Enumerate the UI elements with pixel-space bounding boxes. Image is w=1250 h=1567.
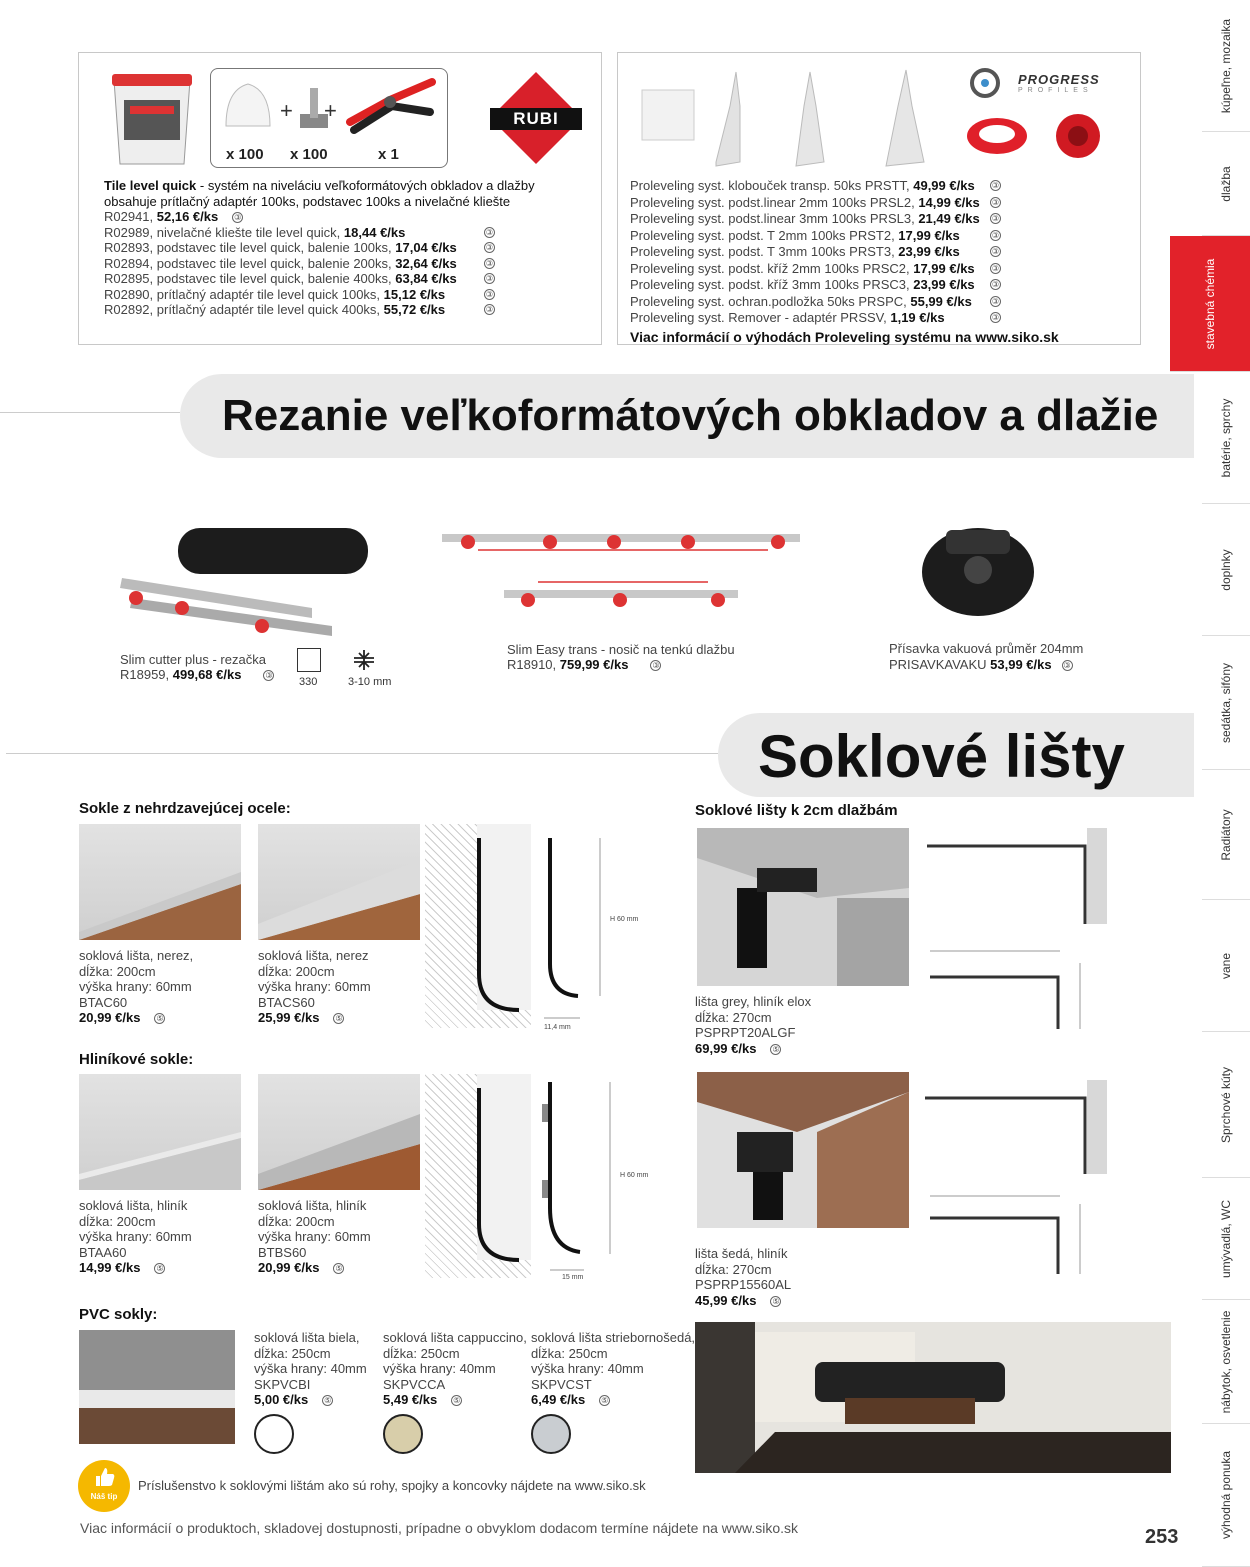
sidebar-item-sedátka[interactable]	[1202, 636, 1250, 770]
progress-item-text: Proleveling syst. podst. kříž 3mm 100ks PRSC3,	[630, 277, 914, 292]
delivery-badge: ③	[485, 243, 494, 252]
pvc-item-price-row	[383, 1392, 527, 1408]
aluminium-item-price: 14,99 €/ks	[79, 1260, 141, 1275]
progress-item-row	[630, 194, 1000, 212]
tile2cm-item-code: PSPRP15560AL	[695, 1277, 792, 1292]
delivery-badge: ③	[485, 305, 494, 314]
sidebar-item-batérie[interactable]	[1202, 372, 1250, 504]
progress-item-price: 21,49 €/ks	[918, 211, 980, 226]
skirting-banner-title: Soklové lišty	[758, 723, 1125, 790]
tile2cm-profile-drawing-2	[925, 1080, 1107, 1174]
rubi-desc-line	[104, 178, 535, 194]
tile2cm-item-2	[695, 1246, 791, 1308]
pvc-item-2	[383, 1330, 527, 1408]
pvc-item-spec: dĺžka: 250cm	[383, 1345, 460, 1361]
progress-item-row	[630, 310, 1000, 327]
sidebar-item-label: sedátka, sifóny	[1219, 662, 1233, 743]
tile2cm-dimension-drawing-1	[930, 945, 1110, 1035]
delivery-badge: ③	[991, 230, 1000, 240]
pvc-item-price: 5,49 €/ks	[383, 1392, 438, 1407]
tile2cm-profile-drawing-1	[927, 828, 1107, 924]
suction-cup-name: Přísavka vakuová průměr 204mm	[889, 641, 1084, 656]
aluminium-item-spec: dĺžka: 200cm	[258, 1213, 335, 1229]
rubi-item-price: 52,16 €/ks	[156, 209, 219, 224]
progress-item-text: Proleveling syst. podst.linear 3mm 100ks PRSL3,	[630, 211, 919, 226]
slim-easy-trans-delivery-badge: ③	[652, 661, 660, 670]
tip-text: Príslušenstvo k soklovými lištám ako sú rohy, spojky a koncovky nájdete na www.siko.sk	[138, 1478, 646, 1493]
delivery-badge: ③	[991, 313, 1000, 322]
slim-easy-trans-name: Slim Easy trans - nosič na tenkú dlažbu	[507, 642, 735, 657]
tile2cm-item-price: 69,99 €/ks	[695, 1040, 757, 1056]
sidebar-item-výhodná-ponuka[interactable]	[1202, 1424, 1250, 1567]
pvc-item-3	[531, 1330, 695, 1408]
pvc-item-spec: soklová lišta cappuccino,	[383, 1330, 527, 1345]
tile2cm-item-spec: lišta šedá, hliník	[695, 1246, 788, 1261]
pvc-heading: PVC sokly:	[79, 1306, 158, 1323]
plus-icon: +	[280, 98, 293, 123]
tile-level-bucket-image	[106, 70, 198, 166]
stainless-item-spec: soklová lišta, nerez	[258, 948, 369, 963]
aluminium-width-dim: 15 mm	[562, 1274, 584, 1281]
progress-footer-note: Viac informácií o výhodách Proleveling systému na www.siko.sk	[630, 329, 1059, 345]
tile2cm-item-code: PSPRPT20ALGF	[695, 1025, 796, 1040]
suction-cup-price: 53,99 €/ks	[990, 657, 1052, 672]
progress-item-price: 23,99 €/ks	[898, 244, 960, 259]
sidebar-item-label: stavebná chémia	[1203, 258, 1217, 349]
aluminium-skirting-photo-2	[258, 1074, 420, 1190]
progress-item-price: 23,99 €/ks	[913, 277, 975, 292]
delivery-badge: ⑤	[324, 1396, 332, 1405]
stainless-item-1	[79, 948, 193, 1026]
plus-icon: +	[324, 98, 337, 123]
progress-item-price: 1,19 €/ks	[890, 310, 945, 325]
rubi-product-name: Tile level quick	[104, 178, 197, 193]
tile2cm-item-price-row	[695, 1041, 811, 1057]
suction-cup-code: PRISAVKAVAKU	[889, 657, 991, 672]
slim-cutter-image	[112, 518, 374, 642]
rubi-item-price: 18,44 €/ks	[343, 224, 406, 240]
progress-product-list	[630, 178, 1000, 327]
aluminium-item-price: 20,99 €/ks	[258, 1260, 320, 1275]
stainless-heading: Sokle z nehrdzavejúcej ocele:	[79, 800, 291, 817]
stainless-skirting-photo-2	[258, 824, 420, 940]
rubi-item-text: R02941,	[104, 209, 157, 224]
delivery-badge: ③	[991, 181, 1000, 190]
pvc-item-price: 5,00 €/ks	[254, 1392, 309, 1407]
page-number: 253	[1145, 1526, 1179, 1548]
sidebar-item-label: dlažba	[1219, 165, 1233, 202]
sidebar-item-sprchové-kúty[interactable]	[1202, 1032, 1250, 1178]
suction-cup-price-row	[889, 657, 1073, 673]
pvc-item-spec: dĺžka: 250cm	[531, 1345, 608, 1361]
progress-item-price: 55,99 €/ks	[910, 293, 972, 309]
tip-badge-label: Náš tip	[90, 1492, 118, 1501]
stainless-item-price-row	[258, 1010, 371, 1026]
pvc-item-spec: výška hrany: 40mm	[383, 1361, 496, 1376]
living-room-photo	[695, 1322, 1171, 1473]
rubi-logo-text: RUBI	[513, 109, 559, 128]
sidebar-item-label: nábytok, osvetlenie	[1219, 1310, 1233, 1413]
slim-cutter-delivery-badge: ③	[265, 671, 273, 680]
rubi-item-text: R02894, podstavec tile level quick, balenie 200ks,	[104, 255, 396, 271]
footer-text: Viac informácií o produktoch, skladovej dostupnosti, prípadne o obvyklom dodacom termíne nájdete na www.siko.sk	[80, 1520, 799, 1536]
pvc-color-swatch-white	[254, 1414, 294, 1454]
stainless-profile-drawing	[425, 824, 531, 1028]
cutting-length-value: 330	[299, 676, 318, 688]
rubi-desc-line	[104, 194, 535, 210]
slim-cutter-price-row	[120, 667, 274, 683]
tile2cm-photo-1	[697, 828, 909, 986]
progress-logo-text: PROGRESS	[1018, 72, 1100, 87]
delivery-badge: ⑤	[156, 1264, 164, 1273]
progress-item-text: Proleveling syst. podst.linear 2mm 100ks PRSL2,	[630, 194, 919, 210]
aluminium-item-spec: dĺžka: 200cm	[79, 1213, 156, 1229]
rubi-item-price: 17,04 €/ks	[395, 240, 457, 255]
delivery-badge: ③	[485, 274, 494, 283]
pvc-color-swatch-silver	[531, 1414, 571, 1454]
stainless-item-code: BTACS60	[258, 994, 315, 1010]
sidebar-item-radiátory[interactable]	[1202, 770, 1250, 900]
delivery-badge: ③	[485, 289, 494, 299]
pvc-item-spec: výška hrany: 40mm	[531, 1361, 644, 1376]
progress-item-price: 17,99 €/ks	[913, 260, 975, 276]
leveling-cap-icon	[220, 78, 276, 130]
slim-easy-trans-code: R18910,	[507, 657, 560, 672]
slim-cutter-price: 499,68 €/ks	[172, 667, 242, 682]
progress-item-row	[630, 260, 1000, 278]
progress-item-row	[630, 293, 1000, 311]
slim-easy-trans-image	[438, 520, 804, 624]
tile2cm-item-spec: dĺžka: 270cm	[695, 1261, 772, 1277]
delivery-badge: ⑤	[772, 1296, 780, 1306]
cutting-length-icon	[297, 648, 321, 672]
sidebar-item-kúpeľne[interactable]	[1202, 0, 1250, 132]
aluminium-item-price-row	[79, 1260, 192, 1276]
progress-item-text: Proleveling syst. ochran.podložka 50ks PRSPC,	[630, 293, 911, 309]
progress-item-price: 17,99 €/ks	[898, 227, 960, 243]
thickness-icon	[350, 648, 378, 672]
pvc-item-spec: soklová lišta striebornošedá,	[531, 1330, 696, 1345]
progress-item-row	[630, 227, 1000, 245]
progress-item-text: Proleveling syst. podst. T 3mm 100ks PRST3,	[630, 244, 899, 259]
progress-logo	[968, 66, 1128, 100]
pvc-item-spec: soklová lišta biela,	[254, 1330, 360, 1345]
tile2cm-heading: Soklové lišty k 2cm dlažbám	[695, 802, 898, 819]
pvc-item-spec: dĺžka: 250cm	[254, 1345, 331, 1361]
pvc-skirting-photo	[79, 1330, 235, 1444]
aluminium-skirting-photo-1	[79, 1074, 241, 1190]
rubi-desc-text: - systém na niveláciu veľkoformátových obkladov a dlažby	[196, 178, 535, 193]
pvc-item-code: SKPVCCA	[383, 1376, 446, 1392]
pvc-color-swatch-cappuccino	[383, 1414, 423, 1454]
delivery-badge: ③	[991, 263, 1000, 273]
rubi-item-text: R02890, prítlačný adaptér tile level quick 100ks,	[104, 286, 384, 302]
slim-cutter-code: R18959,	[120, 667, 173, 682]
delivery-badge: ⑤	[772, 1044, 780, 1054]
rubi-desc-text: obsahuje prítlačný adaptér 100ks, podstavec 100ks a nivelačné kliešte	[104, 193, 511, 209]
tile2cm-item-price-row	[695, 1293, 791, 1309]
kit-count-1: x 100	[226, 146, 264, 163]
progress-item-row	[630, 277, 1000, 294]
aluminium-item-spec: výška hrany: 60mm	[258, 1229, 371, 1244]
sidebar-item-label: výhodná ponuka	[1219, 1450, 1233, 1540]
rubi-item-text: R02989, nivelačné kliešte tile level quick,	[104, 224, 344, 240]
rubi-item-row	[104, 240, 535, 256]
delivery-badge: ⑤	[156, 1014, 164, 1023]
rubi-item-price: 15,12 €/ks	[383, 286, 446, 302]
tile2cm-dimension-drawing-2	[930, 1190, 1110, 1280]
tile2cm-photo-2	[697, 1072, 909, 1228]
aluminium-item-code: BTBS60	[258, 1244, 307, 1260]
stainless-item-spec: soklová lišta, nerez,	[79, 948, 194, 963]
delivery-badge: ③	[991, 197, 1000, 207]
delivery-badge: ⑤	[453, 1396, 461, 1405]
suction-cup-image	[918, 510, 1038, 620]
delivery-badge: ③	[991, 280, 1000, 289]
category-sidebar	[1202, 0, 1250, 1567]
banner2-line-left	[6, 753, 718, 754]
aluminium-item-code: BTAA60	[79, 1244, 127, 1260]
pvc-item-code: SKPVCST	[531, 1376, 592, 1392]
kit-count-3: x 1	[378, 146, 399, 163]
tile2cm-item-spec: dĺžka: 270cm	[695, 1009, 772, 1025]
red-remover-image	[1048, 108, 1104, 164]
delivery-badge: ③	[234, 213, 242, 222]
stainless-item-spec: výška hrany: 60mm	[258, 979, 371, 994]
progress-item-text: Proleveling syst. podst. kříž 2mm 100ks PRSC2,	[630, 260, 914, 276]
rubi-item-price: 55,72 €/ks	[383, 302, 446, 317]
stainless-item-2	[258, 948, 371, 1026]
sidebar-item-doplnky[interactable]	[1202, 504, 1250, 636]
sidebar-item-label: vane	[1219, 952, 1233, 979]
aluminium-item-price-row	[258, 1260, 371, 1276]
delivery-badge: ③	[991, 296, 1000, 306]
sidebar-item-label: batérie, sprchy	[1219, 398, 1233, 477]
delivery-badge: ⑤	[335, 1264, 343, 1273]
progress-item-row	[630, 244, 1000, 261]
progress-item-row	[630, 211, 1000, 228]
rubi-item-price: 63,84 €/ks	[395, 271, 457, 286]
rubi-item-row	[104, 302, 535, 318]
stainless-item-price: 20,99 €/ks	[79, 1010, 141, 1025]
delivery-badge: ⑤	[335, 1014, 343, 1023]
rubi-item-row	[104, 209, 535, 225]
pvc-item-price: 6,49 €/ks	[531, 1392, 586, 1407]
rubi-item-text: R02893, podstavec tile level quick, balenie 100ks,	[104, 240, 396, 255]
delivery-badge: ③	[991, 214, 1000, 223]
slim-easy-trans-price-row	[507, 657, 661, 673]
sidebar-item-label: doplnky	[1219, 548, 1233, 591]
delivery-badge: ③	[485, 227, 494, 237]
stainless-item-spec: výška hrany: 60mm	[79, 979, 192, 994]
rubi-product-list	[104, 178, 535, 318]
stainless-width-dim: 11,4 mm	[544, 1024, 571, 1031]
aluminium-item-spec: výška hrany: 60mm	[79, 1229, 192, 1244]
rubi-item-row	[104, 256, 535, 272]
rubi-item-row	[104, 271, 535, 287]
stainless-item-price-row	[79, 1010, 193, 1026]
aluminium-heading: Hliníkové sokle:	[79, 1051, 194, 1068]
thickness-value: 3-10 mm	[348, 676, 392, 688]
cutting-banner	[180, 374, 1194, 458]
pvc-item-spec: výška hrany: 40mm	[254, 1361, 367, 1376]
sidebar-item-dlažba[interactable]	[1202, 132, 1250, 236]
banner-line-left	[0, 412, 180, 413]
delivery-badge: ⑤	[601, 1396, 609, 1405]
progress-item-row	[630, 178, 1000, 195]
slim-easy-trans-price: 759,99 €/ks	[559, 657, 629, 672]
progress-logo-subtext: PROFILES	[1018, 87, 1093, 94]
pvc-item-price-row	[254, 1392, 367, 1408]
aluminium-dimension-drawing	[540, 1076, 650, 1288]
stainless-item-code: BTAC60	[79, 994, 128, 1010]
kit-count-2: x 100	[290, 146, 328, 163]
sidebar-item-label: umývadlá, WC	[1219, 1199, 1233, 1278]
tip-badge	[78, 1460, 130, 1512]
cutting-banner-title: Rezanie veľkoformátových obkladov a dlažie	[222, 392, 1159, 440]
slim-cutter-name: Slim cutter plus - rezačka	[120, 652, 266, 667]
sidebar-item-label: Radiátory	[1219, 808, 1233, 861]
aluminium-item-spec: soklová lišta, hliník	[79, 1198, 188, 1213]
progress-item-price: 14,99 €/ks	[918, 194, 980, 210]
rubi-item-text: R02895, podstavec tile level quick, balenie 400ks,	[104, 271, 396, 286]
pvc-item-1	[254, 1330, 367, 1408]
rubi-item-text: R02892, prítlačný adaptér tile level quick 400ks,	[104, 302, 384, 317]
rubi-item-row	[104, 225, 535, 241]
aluminium-item-spec: soklová lišta, hliník	[258, 1198, 367, 1213]
tile2cm-item-spec: lišta grey, hliník elox	[695, 994, 812, 1009]
stainless-item-spec: dĺžka: 200cm	[258, 963, 335, 979]
suction-cup-delivery-badge: ③	[1063, 661, 1071, 670]
tile2cm-item-1	[695, 994, 811, 1056]
rubi-item-row	[104, 287, 535, 303]
skirting-banner	[718, 713, 1194, 797]
rubi-logo	[488, 70, 584, 166]
proleveling-parts-image	[636, 66, 948, 170]
progress-item-price: 49,99 €/ks	[913, 178, 975, 193]
progress-item-text: Proleveling syst. podst. T 2mm 100ks PRST2,	[630, 227, 899, 243]
aluminium-height-dim: H 60 mm	[620, 1172, 649, 1179]
delivery-badge: ③	[485, 258, 494, 268]
red-protective-pad-image	[964, 112, 1030, 166]
stainless-height-dim: H 60 mm	[610, 916, 639, 923]
sidebar-item-stavebná-chémia[interactable]	[1170, 236, 1250, 372]
aluminium-item-2	[258, 1198, 371, 1276]
stainless-item-spec: dĺžka: 200cm	[79, 963, 156, 979]
stainless-item-price: 25,99 €/ks	[258, 1010, 320, 1025]
sidebar-item-nábytok[interactable]	[1202, 1300, 1250, 1424]
pvc-item-price-row	[531, 1392, 695, 1408]
pvc-item-code: SKPVCBI	[254, 1376, 311, 1392]
progress-item-text: Proleveling syst. klobouček transp. 50ks PRSTT,	[630, 178, 914, 193]
sidebar-item-vane[interactable]	[1202, 900, 1250, 1032]
pliers-icon	[340, 72, 440, 136]
tile2cm-item-price: 45,99 €/ks	[695, 1292, 757, 1308]
stainless-dimension-drawing	[540, 828, 650, 1040]
aluminium-profile-drawing	[425, 1074, 531, 1278]
delivery-badge: ③	[991, 247, 1000, 256]
sidebar-item-label: kúpeľne, mozaika	[1219, 18, 1233, 113]
aluminium-item-1	[79, 1198, 192, 1276]
sidebar-item-umývadlá[interactable]	[1202, 1178, 1250, 1300]
stainless-skirting-photo-1	[79, 824, 241, 940]
sidebar-item-label: Sprchové kúty	[1219, 1066, 1233, 1143]
rubi-item-price: 32,64 €/ks	[395, 255, 457, 271]
progress-item-text: Proleveling syst. Remover - adaptér PRSSV,	[630, 310, 891, 325]
